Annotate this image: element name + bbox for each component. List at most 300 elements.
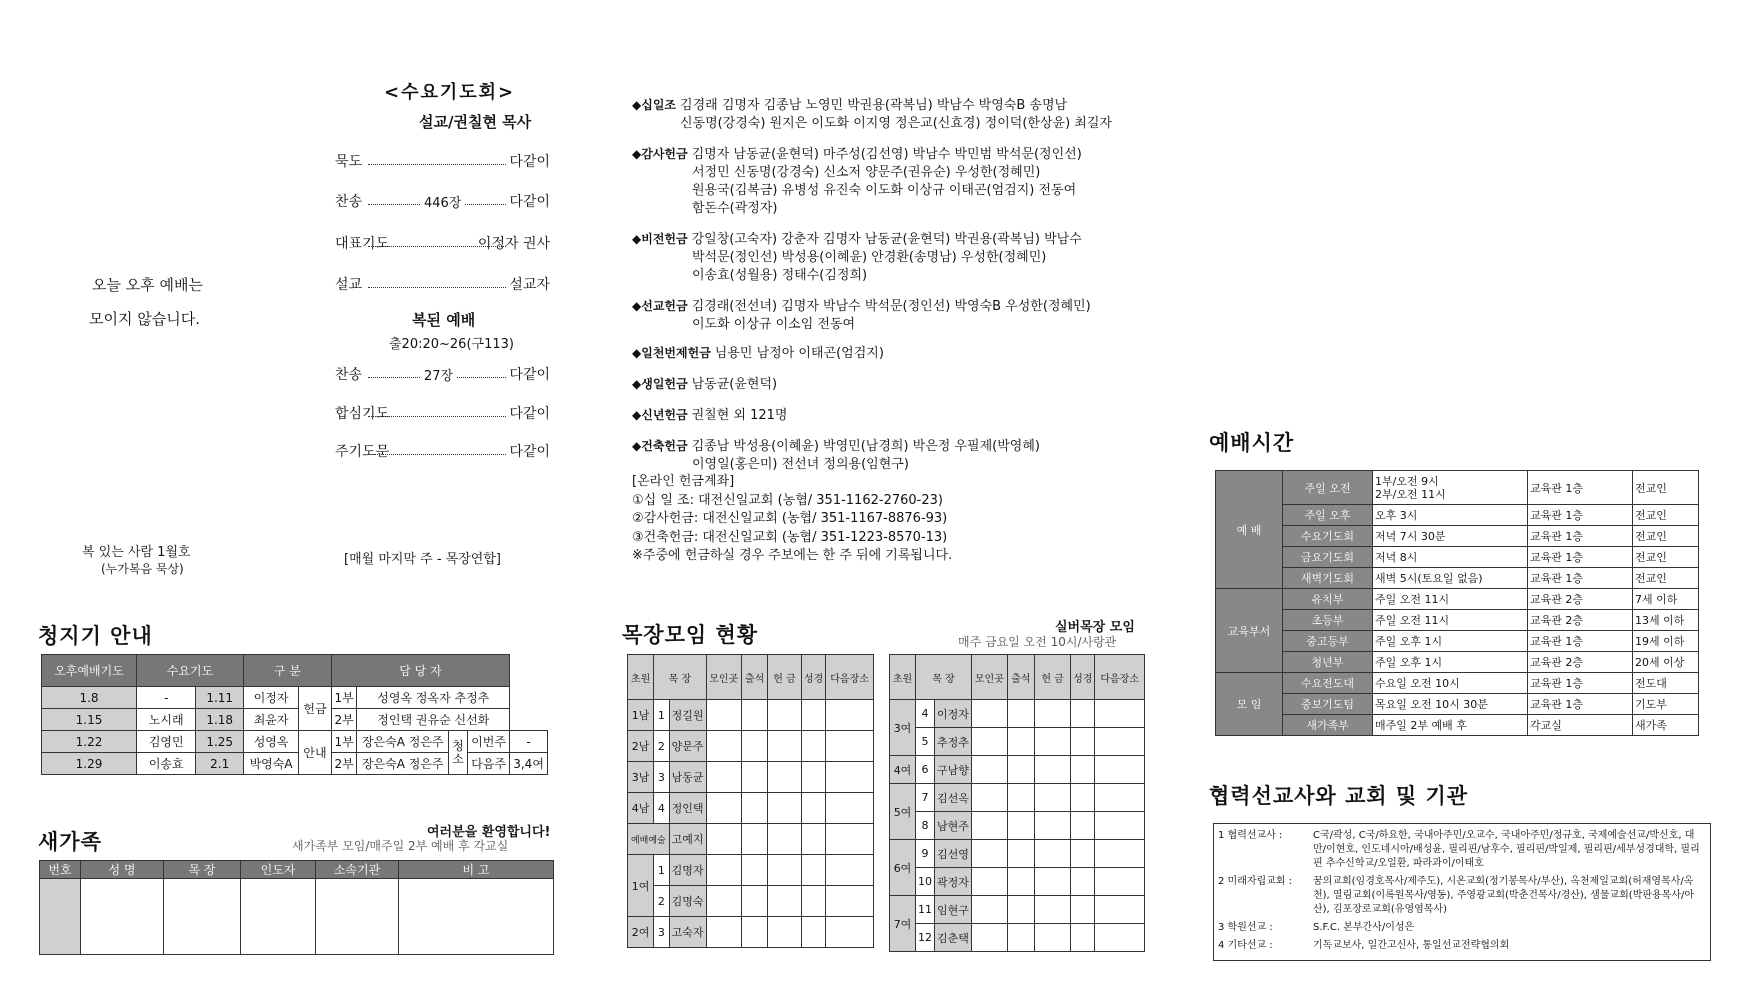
cell: 7세 이하 [1633, 589, 1699, 610]
service-title: <수요기도회> [384, 82, 516, 103]
online-line: ※주중에 헌금하실 경우 주보에는 한 주 뒤에 기록됩니다. [632, 548, 953, 563]
cell: 수요전도대 [1283, 673, 1373, 694]
online-line: ②감사헌금: 대전신일교회 (농협/ 351-1167-8876-93) [632, 511, 948, 526]
mokjang-no: 1 [654, 700, 669, 731]
mokjang-blank [1095, 728, 1145, 756]
mokjang-table-left [627, 654, 874, 948]
order-dots [368, 287, 506, 288]
mokjang-blank [1071, 868, 1095, 896]
mokjang-blank [801, 762, 825, 793]
offering-names: 이도화 이상규 이소임 전동여 [692, 317, 856, 332]
mokjang-blank [801, 793, 825, 824]
cell: 각교실 [1528, 715, 1633, 736]
mokjang-name: 곽정자 [935, 868, 972, 896]
mokjang-blank [1095, 868, 1145, 896]
steward-table [41, 654, 548, 775]
preacher: 설교/권칠현 목사 [419, 113, 532, 131]
mokjang-name: 고예지 [669, 824, 706, 855]
mokjang-blank [1035, 896, 1071, 924]
cell: 청소 [449, 731, 468, 775]
mokjang-blank [1007, 896, 1034, 924]
order-dots [368, 246, 506, 247]
mission-label: 4 기타선교 : [1218, 940, 1273, 951]
mokjang-blank [971, 728, 1007, 756]
col-no: 번호 [40, 861, 81, 879]
cell: 전교인 [1633, 526, 1699, 547]
mokjang-blank [768, 855, 802, 886]
cell: 김영민 [137, 731, 196, 753]
mokjang-blank [741, 824, 767, 855]
mokjang-blank [706, 886, 741, 917]
mokjang-no: 2 [654, 886, 669, 917]
mokjang-blank [768, 700, 802, 731]
chowon-cell: 2여 [628, 917, 654, 948]
cell: 1.15 [42, 709, 137, 731]
mokjang-blank [801, 917, 825, 948]
offering-names: 김경래(전선녀) 김명자 박남수 박석문(정인선) 박영숙B 우성한(정혜민) [691, 299, 1091, 314]
mokjang-name: 고숙자 [669, 917, 706, 948]
online-line: ③건축헌금: 대전신일교회 (농협/ 351-1223-8570-13) [632, 529, 948, 545]
mokjang-blank [706, 855, 741, 886]
cell: 정인택 권유순 신선화 [357, 709, 510, 731]
mission-label: 1 협력선교사 : [1218, 830, 1283, 841]
group-worship: 예 배 [1216, 471, 1283, 589]
mokjang-name: 김명자 [669, 855, 706, 886]
notice-line2: 모이지 않습니다. [89, 310, 200, 328]
mokjang-blank [1095, 756, 1145, 784]
cell: 전교인 [1633, 471, 1699, 505]
mokjang-blank [801, 886, 825, 917]
mokjang-name: 남동균 [669, 762, 706, 793]
mokjang-blank [768, 731, 802, 762]
cell: 교육관 2층 [1528, 589, 1633, 610]
cell: 장은숙A 정은주 [357, 731, 449, 753]
mission-text: 기독교보사, 일간고신사, 통일선교전략협의회 [1313, 940, 1510, 951]
cell: 1.11 [196, 687, 243, 709]
cell: 19세 이하 [1633, 631, 1699, 652]
cell: 2.1 [196, 753, 243, 775]
offering-block [632, 375, 1152, 394]
mission-row [1218, 875, 1706, 917]
mokjang-blank [1007, 812, 1034, 840]
blessed-book: 복 있는 사람 1월호 [82, 545, 191, 560]
cell: 1.18 [196, 709, 243, 731]
mokjang-blank [741, 731, 767, 762]
mokjang-name: 양문주 [669, 731, 706, 762]
mokjang-blank [971, 700, 1007, 728]
offering-block [632, 437, 1152, 474]
cell: 저녁 8시 [1373, 547, 1528, 568]
mokjang-blank [741, 762, 767, 793]
cell: 기도부 [1633, 694, 1699, 715]
offering-block [632, 406, 1152, 425]
cell: 3,4여 [510, 753, 548, 775]
cell: 청년부 [1283, 652, 1373, 673]
cell: 금요기도회 [1283, 547, 1373, 568]
mokjang-blank [971, 812, 1007, 840]
group-cell: 4여 [890, 756, 916, 784]
mokjang-header: 성경 [801, 655, 825, 700]
mokjang-name: 정인택 [669, 793, 706, 824]
col-division: 구 분 [243, 655, 331, 687]
offering-block [632, 145, 1152, 218]
cell: 주일 오후 1시 [1373, 631, 1528, 652]
time-2: 2부/오전 11시 [1375, 487, 1446, 501]
mission-text: S.F.C. 본부간사/이성은 [1313, 922, 1415, 933]
mokjang-no: 3 [654, 762, 669, 793]
chowon-cell: 4남 [628, 793, 654, 824]
mission-text: C국/곽성, C국/하요한, 국내아주민/오교수, 국내아주민/정규호, 국제예술선교/박신호, 대만/이현호, 인도네시아/배성윤, 필리핀/남후수, 필리핀/박일제, 필리핀/세부성경대학, 필리핀 추수신학교/오일환, 파라과이/이태호 [1313, 830, 1700, 869]
cell: 교육관 1층 [1528, 694, 1633, 715]
mokjang-blank [1071, 896, 1095, 924]
mokjang-blank [741, 793, 767, 824]
mokjang-blank [1035, 868, 1071, 896]
mokjang-blank [1095, 700, 1145, 728]
chowon-cell: 1남 [628, 700, 654, 731]
mokjang-name: 김선옥 [935, 784, 972, 812]
mokjang-blank [706, 762, 741, 793]
cell: 장은숙A 정은주 [357, 753, 449, 775]
mokjang-name: 이정자 [935, 700, 972, 728]
mokjang-header: 목 장 [916, 655, 972, 700]
newfamily-meeting: 새가족부 모임/매주일 2부 예배 후 각교실 [292, 839, 509, 853]
order-dots [368, 164, 506, 165]
mokjang-blank [971, 840, 1007, 868]
cell: 박영숙A [243, 753, 298, 775]
mokjang-blank [706, 917, 741, 948]
mokjang-blank [1007, 924, 1034, 952]
cell: 새가족 [1633, 715, 1699, 736]
mokjang-no: 7 [916, 784, 935, 812]
cell: 헌금 [299, 687, 332, 731]
mokjang-no: 2 [654, 731, 669, 762]
cell: 1.22 [42, 731, 137, 753]
cell: 저녁 7시 30분 [1373, 526, 1528, 547]
cell: 주일 오후 [1283, 505, 1373, 526]
cell: 전도대 [1633, 673, 1699, 694]
cell: 20세 이상 [1633, 652, 1699, 673]
mokjang-blank [1071, 700, 1095, 728]
cell: 목요일 오전 10시 30분 [1373, 694, 1528, 715]
offering-label: ◆감사헌금 [632, 147, 688, 161]
cell: 교육관 1층 [1528, 505, 1633, 526]
mokjang-blank [706, 700, 741, 731]
cell: 초등부 [1283, 610, 1373, 631]
cleaning-title: 청지기 안내 [38, 624, 153, 648]
offering-block [632, 230, 1152, 285]
cell: 1부 [331, 687, 357, 709]
col-afternoon-prayer: 오후예배기도 [42, 655, 137, 687]
order-item-name: 합심기도 [335, 406, 390, 422]
mokjang-blank [826, 793, 874, 824]
mokjang-blank [826, 824, 874, 855]
group-meeting: 모 임 [1216, 673, 1283, 736]
offering-label: ◆선교헌금 [632, 299, 688, 313]
order-item-hymn: 27장 [420, 365, 457, 384]
cell [241, 879, 316, 955]
monthly-note: [매월 마지막 주 - 목장연합] [344, 552, 501, 567]
mokjang-blank [1007, 868, 1034, 896]
mission-label: 2 미래자립교회 : [1218, 876, 1293, 887]
cell: 다음주 [468, 753, 510, 775]
mokjang-blank [1035, 840, 1071, 868]
mokjang-blank [1071, 840, 1095, 868]
cell: 이정자 [243, 687, 298, 709]
order-dots [368, 416, 506, 417]
blessed-sub: (누가복음 묵상) [101, 562, 184, 576]
cell [81, 879, 164, 955]
cell: 중고등부 [1283, 631, 1373, 652]
mokjang-blank [1071, 812, 1095, 840]
mokjang-no: 4 [916, 700, 935, 728]
cell: 교육관 2층 [1528, 652, 1633, 673]
order-item-person: 설교자 [509, 277, 550, 293]
offering-names: 박석문(정인선) 박성용(이혜윤) 안경환(송명남) 우성한(정혜민) [692, 250, 1047, 265]
cell: 주일 오후 1시 [1373, 652, 1528, 673]
col-wed-prayer: 수요기도 [137, 655, 244, 687]
silver-time: 매주 금요일 오전 10시/사랑관 [958, 635, 1117, 649]
mokjang-blank [1007, 728, 1034, 756]
mokjang-blank [1007, 840, 1034, 868]
mokjang-header: 다음장소 [1095, 655, 1145, 700]
chowon-cell: 예배예술 [628, 824, 670, 855]
cell: 주일 오전 11시 [1373, 589, 1528, 610]
cell: 노시래 [137, 709, 196, 731]
mokjang-blank [1071, 756, 1095, 784]
mokjang-no: 10 [916, 868, 935, 896]
order-item-person: 다같이 [509, 406, 550, 422]
cell: 전교인 [1633, 547, 1699, 568]
mokjang-blank [1071, 784, 1095, 812]
group-cell: 5여 [890, 784, 916, 840]
cell: 수요기도회 [1283, 526, 1373, 547]
offering-names: 김경래 김명자 김종남 노영민 박권용(곽복님) 박남수 박영숙B 송명남 [680, 98, 1068, 113]
offering-block [632, 96, 1152, 133]
chowon-cell: 1여 [628, 855, 654, 917]
mokjang-no: 11 [916, 896, 935, 924]
order-item-name: 대표기도 [335, 236, 390, 252]
group-cell: 7여 [890, 896, 916, 952]
mokjang-no: 8 [916, 812, 935, 840]
mokjang-no: 5 [916, 728, 935, 756]
cell: 전교인 [1633, 505, 1699, 526]
mission-row [1218, 939, 1706, 953]
time-1: 1부/오전 9시 [1375, 474, 1439, 488]
missions-title: 협력선교사와 교회 및 기관 [1209, 784, 1469, 808]
mokjang-blank [971, 756, 1007, 784]
cell: 중보기도팀 [1283, 694, 1373, 715]
cell: 교육관 1층 [1528, 471, 1633, 505]
cell: 전교인 [1633, 568, 1699, 589]
mokjang-blank [1095, 784, 1145, 812]
offering-names: 님용민 남정아 이태곤(엄검지) [714, 346, 884, 361]
mokjang-no: 12 [916, 924, 935, 952]
cell [164, 879, 241, 955]
offering-label: ◆생일헌금 [632, 377, 688, 391]
offering-names: 이송효(성월용) 정태수(김정희) [692, 268, 868, 283]
mokjang-blank [741, 700, 767, 731]
col-note: 비 고 [399, 861, 554, 879]
cell: 교육관 1층 [1528, 526, 1633, 547]
mokjang-name: 김춘택 [935, 924, 972, 952]
mokjang-header: 출석 [741, 655, 767, 700]
cell [399, 879, 554, 955]
mokjang-blank [741, 917, 767, 948]
cell: 유치부 [1283, 589, 1373, 610]
mokjang-blank [1007, 784, 1034, 812]
mokjang-blank [1095, 896, 1145, 924]
chowon-cell: 3남 [628, 762, 654, 793]
online-accounts [632, 473, 952, 566]
cell: 2부 [331, 753, 357, 775]
mokjang-header: 헌 금 [768, 655, 802, 700]
offering-names: 김종남 박성용(이혜윤) 박영민(남경희) 박은정 우필제(박영혜) [691, 439, 1040, 454]
cell: 1.29 [42, 753, 137, 775]
mokjang-blank [1035, 700, 1071, 728]
mission-label: 3 학원선교 : [1218, 922, 1273, 933]
mokjang-blank [826, 700, 874, 731]
cell: 1.25 [196, 731, 243, 753]
mokjang-blank [741, 886, 767, 917]
col-person: 담 당 자 [331, 655, 509, 687]
mokjang-name: 김선영 [935, 840, 972, 868]
mokjang-name: 정길원 [669, 700, 706, 731]
mokjang-header: 다음장소 [826, 655, 874, 700]
mokjang-blank [1035, 924, 1071, 952]
mokjang-name: 추정추 [935, 728, 972, 756]
worship-title: 예배시간 [1209, 431, 1295, 455]
offering-names: 서정민 신동명(강경숙) 신소저 양문주(권유순) 우성한(정혜민) [692, 165, 1041, 180]
cell: 새벽기도회 [1283, 568, 1373, 589]
mokjang-blank [768, 762, 802, 793]
mokjang-blank [706, 793, 741, 824]
cell [316, 879, 399, 955]
order-item-person: 다같이 [509, 367, 550, 383]
mokjang-header: 초원 [628, 655, 654, 700]
mokjang-blank [971, 896, 1007, 924]
order-dots [368, 454, 506, 455]
offering-names: 원용국(김복금) 유병성 유진숙 이도화 이상규 이태곤(엄검지) 전동여 [692, 183, 1077, 198]
mokjang-name: 임현구 [935, 896, 972, 924]
order-item-person: 다같이 [509, 444, 550, 460]
cell: 주일 오전 11시 [1373, 610, 1528, 631]
mokjang-blank [826, 886, 874, 917]
scripture-ref: 출20:20~26(구113) [389, 337, 514, 352]
order-item-name: 주기도문 [335, 444, 390, 460]
cell: 오후 3시 [1373, 505, 1528, 526]
mission-row [1218, 829, 1706, 871]
mokjang-header: 헌 금 [1035, 655, 1071, 700]
cell: 안내 [299, 731, 332, 775]
cell: 새가족부 [1283, 715, 1373, 736]
mokjang-blank [801, 824, 825, 855]
mokjang-blank [1095, 924, 1145, 952]
order-item-person: 이정자 권사 [477, 236, 550, 252]
mokjang-blank [768, 886, 802, 917]
cell: 주일 오전 [1283, 471, 1373, 505]
worship-table [1215, 470, 1699, 736]
col-leader: 인도자 [241, 861, 316, 879]
offering-block [632, 344, 1152, 363]
col-name: 성 명 [81, 861, 164, 879]
group-education: 교육부서 [1216, 589, 1283, 673]
offering-names: 함돈수(곽정자) [692, 201, 778, 216]
order-item-person: 다같이 [509, 194, 550, 210]
newfamily-table [39, 860, 554, 955]
mokjang-header: 초원 [890, 655, 916, 700]
cell: - [137, 687, 196, 709]
mokjang-header: 목 장 [654, 655, 706, 700]
mokjang-blank [1071, 924, 1095, 952]
mokjang-no: 3 [654, 917, 669, 948]
cell: 매주일 2부 예배 후 [1373, 715, 1528, 736]
mokjang-blank [706, 824, 741, 855]
mokjang-blank [971, 924, 1007, 952]
offering-names: 남동균(윤현덕) [691, 377, 778, 392]
mokjang-blank [826, 855, 874, 886]
offering-names: 이영일(홍은미) 전선녀 정의용(임현구) [692, 457, 909, 472]
offering-names: 강일창(고숙자) 강춘자 김명자 남동균(윤현덕) 박권용(곽복님) 박남수 [691, 232, 1082, 247]
group-cell: 6여 [890, 840, 916, 896]
mission-text: 꿈의교회(임경호목사/제주도), 시온교회(정기봉목사/부산), 옥천제일교회(허재영목사/옥천), 열림교회(이록원목사/영동), 주영광교회(박춘건목사/경산), 샘물교회(박판용목사/아산), 김포장로교회(유영염목사) [1313, 876, 1695, 915]
cell: 새벽 5시(토요일 없음) [1373, 568, 1528, 589]
order-item-name: 찬송 [335, 367, 363, 383]
newfamily-title: 새가족 [38, 830, 102, 854]
offering-names: 신동명(강경숙) 원지은 이도화 이지영 정은교(신효경) 정이덕(한상윤) 최길자 [680, 116, 1112, 131]
mokjang-blank [1035, 756, 1071, 784]
mokjang-header: 모인곳 [706, 655, 741, 700]
mokjang-table-right [889, 654, 1145, 952]
offering-names: 김명자 남동균(윤현덕) 마주성(김선영) 박남수 박민범 박석문(정인선) [691, 147, 1082, 162]
missions-box [1213, 823, 1711, 961]
offering-names: 권칠현 외 121명 [691, 408, 788, 423]
offering-label: ◆신년헌금 [632, 408, 688, 422]
col-org: 소속기관 [316, 861, 399, 879]
cell: 교육관 1층 [1528, 547, 1633, 568]
cell: 이송효 [137, 753, 196, 775]
mokjang-blank [1007, 700, 1034, 728]
cell: 성영옥 [243, 731, 298, 753]
mokjang-blank [768, 824, 802, 855]
mokjang-blank [1007, 756, 1034, 784]
offering-label: ◆십일조 [632, 98, 677, 112]
cell: 성영옥 정옥자 추정추 [357, 687, 510, 709]
notice-line1: 오늘 오후 예배는 [92, 276, 203, 294]
mokjang-name: 김명숙 [669, 886, 706, 917]
mokjang-header: 성경 [1071, 655, 1095, 700]
cell: 1.8 [42, 687, 137, 709]
mokjang-blank [1095, 812, 1145, 840]
cell: 교육관 2층 [1528, 610, 1633, 631]
mokjang-blank [1035, 812, 1071, 840]
mokjang-blank [1035, 728, 1071, 756]
welcome-text: 여러분을 환영합니다! [427, 825, 551, 840]
mokjang-no: 9 [916, 840, 935, 868]
mokjang-blank [1035, 784, 1071, 812]
group-cell: 3여 [890, 700, 916, 756]
mokjang-title: 목장모임 현황 [622, 623, 759, 647]
mokjang-blank [801, 731, 825, 762]
mokjang-header: 모인곳 [971, 655, 1007, 700]
order-item-person: 다같이 [509, 154, 550, 170]
offering-label: ◆건축헌금 [632, 439, 688, 453]
offering-block [632, 297, 1152, 334]
mokjang-name: 남현주 [935, 812, 972, 840]
mokjang-blank [971, 868, 1007, 896]
mokjang-header: 출석 [1007, 655, 1034, 700]
offering-label: ◆비전헌금 [632, 232, 688, 246]
mokjang-no: 1 [654, 855, 669, 886]
